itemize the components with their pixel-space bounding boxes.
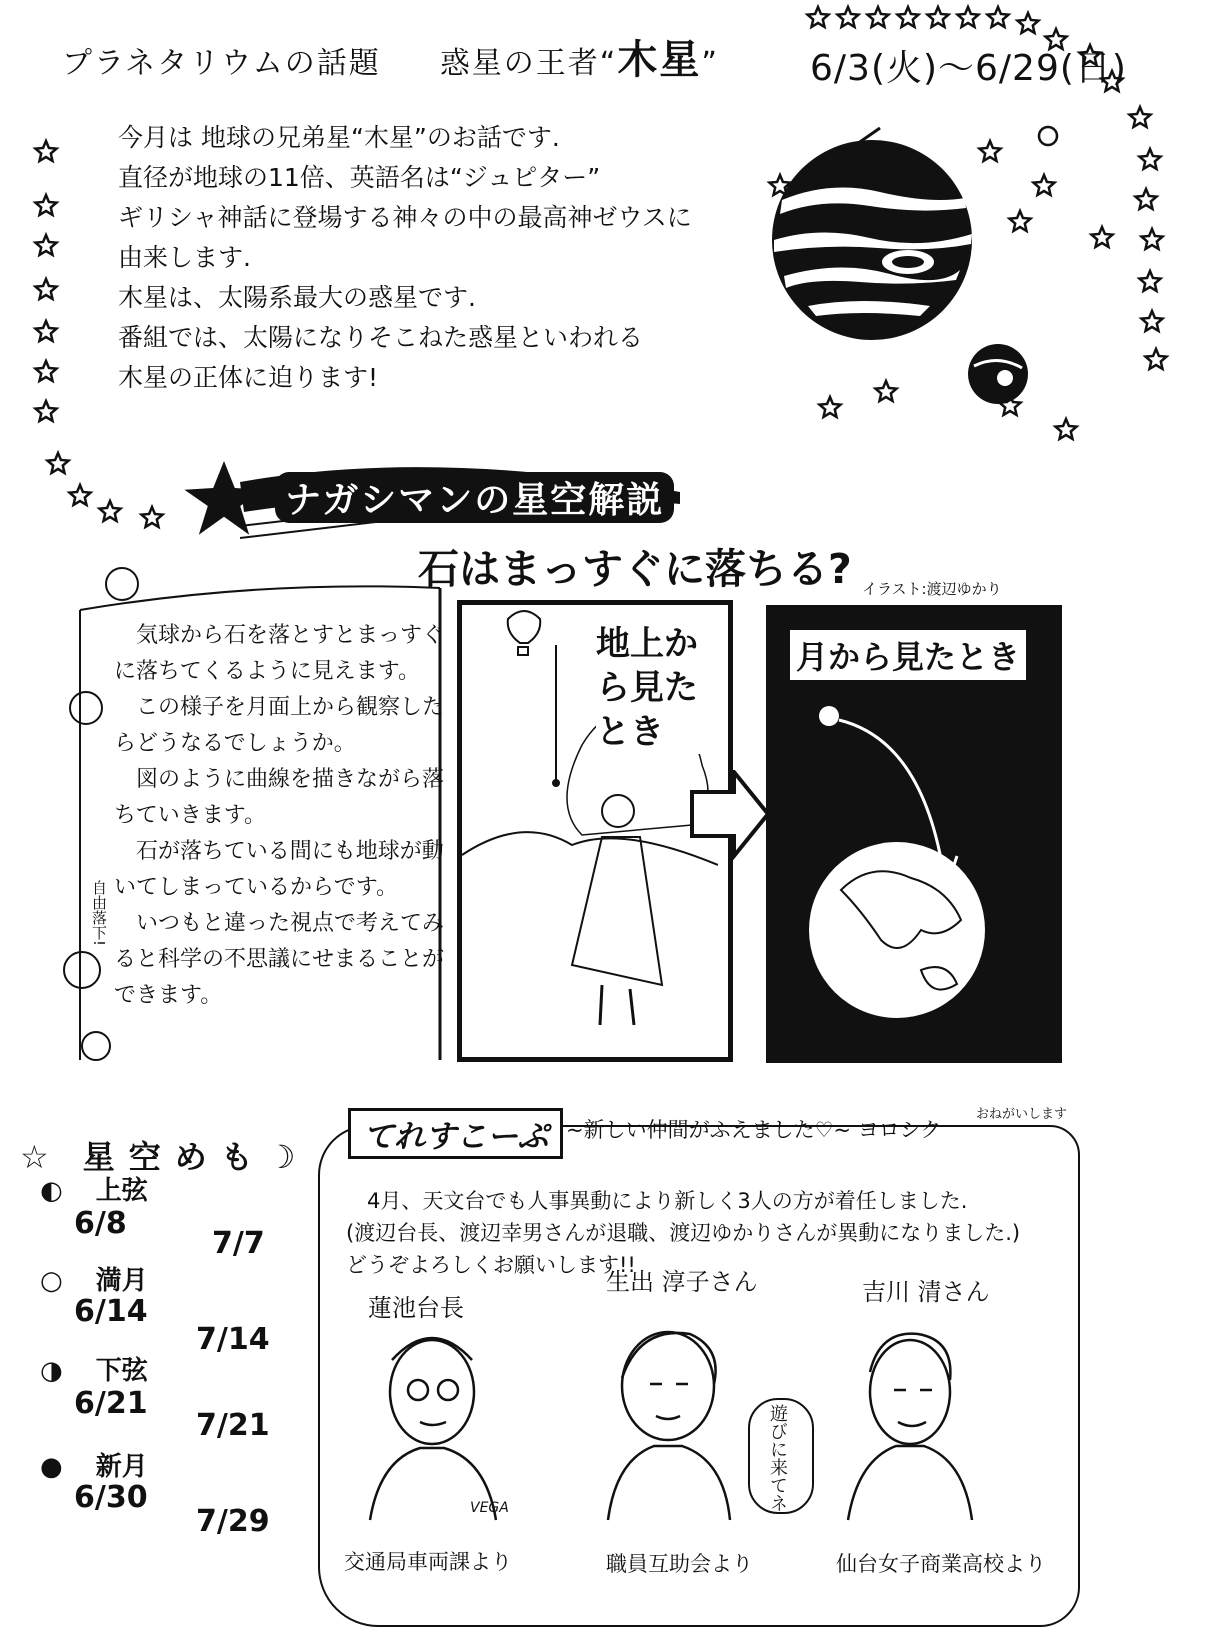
star-icon	[1056, 419, 1077, 439]
header-title	[62, 28, 719, 85]
star-icon	[70, 485, 91, 505]
star-icon	[988, 7, 1009, 27]
phase-last-quarter	[40, 1350, 148, 1387]
commentary-paragraph: この様子を月面上から観察したらどうなるでしょうか。	[114, 695, 445, 756]
commentary-subtitle: 石はまっすぐに落ちる?	[418, 545, 852, 593]
intro-line: 直径が地球の11倍、英語名は“ジュピター”	[118, 163, 601, 192]
speech-bubble-text: 遊びに来てネ	[767, 1404, 788, 1512]
star-icon	[1142, 311, 1163, 331]
star-icon	[1018, 13, 1039, 33]
star-icon	[1140, 271, 1161, 291]
crescent-moon-icon: ☽	[266, 1138, 310, 1176]
telescope-line: 4月、天文台でも人事異動により新しく3人の方が着任しました.	[367, 1189, 968, 1213]
star-icon	[36, 361, 57, 381]
phase-date: 6/14	[74, 1294, 148, 1329]
phase-date: 6/30	[74, 1480, 148, 1515]
star-icon	[1136, 189, 1157, 209]
last-quarter-icon: ◑	[40, 1356, 63, 1386]
star-icon	[36, 401, 57, 421]
panel-ground-label: 地上から見たとき	[596, 622, 726, 754]
star-icon	[898, 7, 919, 27]
phase-name: 満月	[95, 1266, 148, 1296]
title-suffix: ”	[701, 46, 719, 81]
commentary-banner-title: ナガシマンの星空解説	[275, 472, 674, 523]
phase-date: 7/14	[196, 1322, 270, 1357]
intro-line: 今月は 地球の兄弟星“木星”のお話です.	[118, 123, 560, 152]
arrow-right-icon	[690, 770, 770, 860]
intro-line: 木星は、太陽系最大の惑星です.	[118, 283, 476, 312]
star-icon	[36, 235, 57, 255]
telescope-subtitle: ~新しい仲間がふえました♡~ ヨロシク	[566, 1118, 942, 1142]
person-name: 生出 淳子さん	[606, 1268, 758, 1296]
star-icon	[142, 507, 163, 527]
star-icon	[48, 453, 69, 473]
telescope-tag: てれすこーぷ	[348, 1108, 563, 1159]
panel-moon-label: 月から見たとき	[790, 630, 1026, 680]
intro-line: 由来します.	[118, 243, 251, 272]
commentary-paragraph: 石が落ちている間にも地球が動いてしまっているからです。	[114, 839, 444, 900]
star-icon	[1146, 349, 1167, 369]
intro-line: 木星の正体に迫ります!	[118, 363, 379, 392]
intro-line: 番組では、太陽になりそこねた惑星といわれる	[118, 323, 644, 352]
star-icon	[1092, 227, 1113, 247]
title-main: 木星	[617, 37, 702, 83]
telescope-subtitle-note: おねがいします	[976, 1107, 1068, 1122]
phase-date: 7/7	[212, 1226, 265, 1261]
star-icon	[838, 7, 859, 27]
star-icon	[1142, 229, 1163, 249]
star-icon	[868, 7, 889, 27]
phase-date: 7/21	[196, 1408, 270, 1443]
phase-first-quarter	[40, 1170, 148, 1207]
intro-text	[118, 118, 798, 398]
star-icon	[36, 321, 57, 341]
phase-full-moon	[40, 1260, 148, 1297]
star-icon	[1130, 107, 1151, 127]
memo-title-text: 星空めも	[82, 1138, 267, 1176]
star-icon: ☆	[20, 1138, 63, 1176]
star-icon	[36, 195, 57, 215]
program-dates: 6/3(火)～6/29(日)	[810, 48, 1127, 89]
full-moon-icon: ○	[40, 1266, 63, 1296]
star-icon	[1140, 149, 1161, 169]
jupiter-illustration	[760, 110, 1050, 440]
phase-name: 上弦	[95, 1176, 148, 1206]
first-quarter-icon: ◐	[40, 1176, 63, 1206]
series-label: プラネタリウムの話題	[62, 46, 381, 81]
intro-line: ギリシャ神話に登場する神々の中の最高神ゼウスに	[118, 203, 692, 232]
star-icon	[36, 141, 57, 161]
phase-new-moon	[40, 1446, 148, 1483]
phase-date: 6/21	[74, 1386, 148, 1421]
commentary-paragraph: 気球から石を落とすとまっすぐに落ちてくるように見えます。	[114, 623, 445, 684]
person-origin: 仙台女子商業高校より	[836, 1552, 1046, 1576]
phase-date: 6/8	[74, 1206, 127, 1241]
free-fall-note: 自由落下!	[90, 880, 108, 947]
phase-date: 7/29	[196, 1504, 270, 1539]
commentary-paragraph: いつもと違った視点で考えてみると科学の不思議にせまることができます。	[114, 911, 445, 1008]
title-prefix: 惑星の王者“	[439, 46, 618, 81]
phase-name: 下弦	[95, 1356, 148, 1386]
phase-name: 新月	[95, 1452, 148, 1482]
person-origin: 職員互助会より	[606, 1552, 753, 1576]
person-name: 蓮池台長	[368, 1294, 464, 1322]
person-origin: 交通局車両課より	[344, 1550, 512, 1574]
illustration-credit: イラスト:渡辺ゆかり	[862, 580, 1002, 598]
star-icon	[928, 7, 949, 27]
telescope-line: どうぞよろしくお願いします!!	[346, 1253, 636, 1277]
commentary-body	[114, 618, 446, 1014]
star-icon	[808, 7, 829, 27]
commentary-paragraph: 図のように曲線を描きながら落ちていきます。	[114, 767, 445, 828]
star-icon	[100, 501, 121, 521]
staff-portraits	[350, 1320, 1050, 1540]
new-moon-icon: ●	[40, 1452, 63, 1482]
shirt-logo-text: VEGA	[470, 1500, 509, 1516]
person-name: 吉川 清さん	[862, 1278, 990, 1306]
star-icon	[958, 7, 979, 27]
star-icon	[36, 279, 57, 299]
telescope-line: (渡辺台長、渡辺幸男さんが退職、渡辺ゆかりさんが異動になりました.)	[346, 1221, 1021, 1245]
